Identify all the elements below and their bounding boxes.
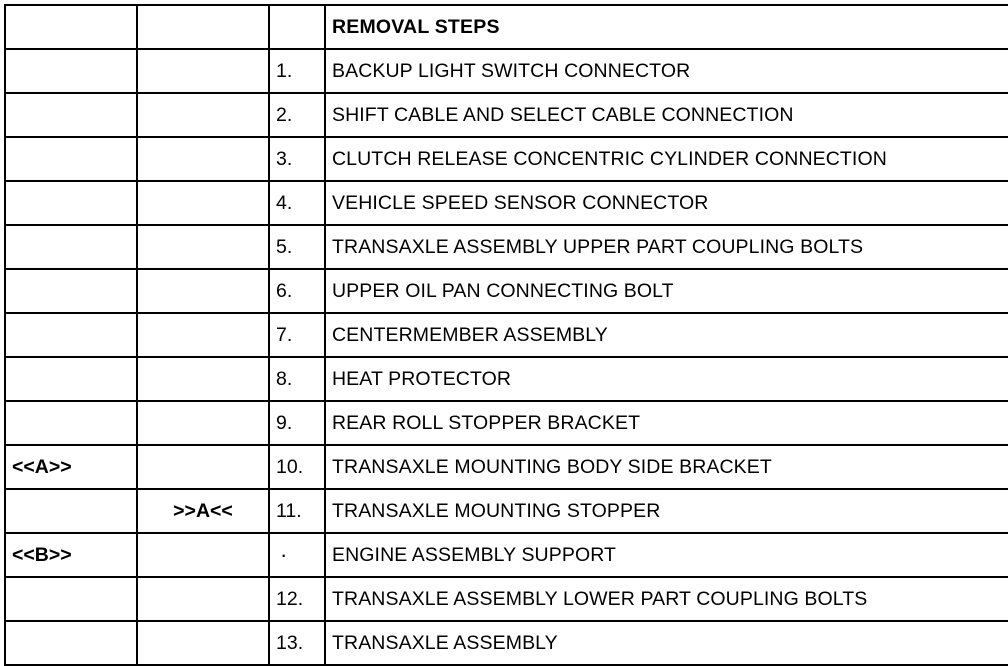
cell-marker-b: >>A<< xyxy=(137,489,269,533)
cell-marker-b xyxy=(137,577,269,621)
cell-step-description: SHIFT CABLE AND SELECT CABLE CONNECTION xyxy=(325,93,1008,137)
cell-step-description: TRANSAXLE MOUNTING BODY SIDE BRACKET xyxy=(325,445,1008,489)
cell-step-number: 12. xyxy=(269,577,325,621)
table-row xyxy=(5,93,1008,137)
cell-step-number: 4. xyxy=(269,181,325,225)
cell-marker-a: <<A>> xyxy=(5,445,137,489)
cell-step-number: 11. xyxy=(269,489,325,533)
cell-marker-b xyxy=(137,621,269,665)
removal-steps-table-body xyxy=(5,5,1008,665)
cell-marker-b xyxy=(137,401,269,445)
cell-step-number: 1. xyxy=(269,49,325,93)
cell-marker-a xyxy=(5,269,137,313)
cell-step-number: 9. xyxy=(269,401,325,445)
header-cell-title: REMOVAL STEPS xyxy=(325,5,1008,49)
cell-marker-b xyxy=(137,93,269,137)
header-cell-marker-a xyxy=(5,5,137,49)
cell-step-description: REAR ROLL STOPPER BRACKET xyxy=(325,401,1008,445)
cell-marker-a xyxy=(5,137,137,181)
cell-marker-a xyxy=(5,577,137,621)
cell-marker-b xyxy=(137,269,269,313)
cell-step-description: CENTERMEMBER ASSEMBLY xyxy=(325,313,1008,357)
cell-marker-b xyxy=(137,445,269,489)
cell-marker-a xyxy=(5,357,137,401)
cell-step-number: 13. xyxy=(269,621,325,665)
cell-marker-a xyxy=(5,93,137,137)
cell-marker-b xyxy=(137,533,269,577)
table-row xyxy=(5,533,1008,577)
cell-marker-b xyxy=(137,181,269,225)
cell-step-number: 2. xyxy=(269,93,325,137)
cell-marker-b xyxy=(137,49,269,93)
table-row xyxy=(5,357,1008,401)
cell-step-description: ENGINE ASSEMBLY SUPPORT xyxy=(325,533,1008,577)
cell-marker-a xyxy=(5,621,137,665)
cell-marker-a xyxy=(5,181,137,225)
cell-step-number: 3. xyxy=(269,137,325,181)
cell-step-description: TRANSAXLE ASSEMBLY LOWER PART COUPLING BOLTS xyxy=(325,577,1008,621)
cell-step-number: 5. xyxy=(269,225,325,269)
cell-step-description: UPPER OIL PAN CONNECTING BOLT xyxy=(325,269,1008,313)
cell-marker-a xyxy=(5,313,137,357)
table-row xyxy=(5,577,1008,621)
cell-step-number: 8. xyxy=(269,357,325,401)
table-row xyxy=(5,445,1008,489)
cell-step-description: TRANSAXLE ASSEMBLY xyxy=(325,621,1008,665)
cell-step-description: CLUTCH RELEASE CONCENTRIC CYLINDER CONNECTION xyxy=(325,137,1008,181)
table-row xyxy=(5,489,1008,533)
removal-steps-table xyxy=(4,4,1008,666)
table-row xyxy=(5,137,1008,181)
cell-marker-a xyxy=(5,225,137,269)
cell-step-description: VEHICLE SPEED SENSOR CONNECTOR xyxy=(325,181,1008,225)
header-cell-number xyxy=(269,5,325,49)
table-row xyxy=(5,181,1008,225)
cell-step-number: 10. xyxy=(269,445,325,489)
cell-step-description: HEAT PROTECTOR xyxy=(325,357,1008,401)
table-row xyxy=(5,313,1008,357)
cell-marker-b xyxy=(137,137,269,181)
cell-marker-a xyxy=(5,489,137,533)
header-cell-marker-b xyxy=(137,5,269,49)
cell-step-number: 6. xyxy=(269,269,325,313)
table-row xyxy=(5,621,1008,665)
table-row xyxy=(5,49,1008,93)
cell-step-description: TRANSAXLE MOUNTING STOPPER xyxy=(325,489,1008,533)
cell-marker-a: <<B>> xyxy=(5,533,137,577)
cell-step-number: · xyxy=(269,533,325,577)
table-row xyxy=(5,225,1008,269)
cell-marker-b xyxy=(137,357,269,401)
cell-step-description: TRANSAXLE ASSEMBLY UPPER PART COUPLING BOLTS xyxy=(325,225,1008,269)
table-row xyxy=(5,401,1008,445)
cell-marker-b xyxy=(137,225,269,269)
cell-step-description: BACKUP LIGHT SWITCH CONNECTOR xyxy=(325,49,1008,93)
cell-step-number: 7. xyxy=(269,313,325,357)
table-header-row xyxy=(5,5,1008,49)
removal-steps-sheet xyxy=(0,4,1008,654)
cell-marker-b xyxy=(137,313,269,357)
cell-marker-a xyxy=(5,49,137,93)
table-row xyxy=(5,269,1008,313)
cell-marker-a xyxy=(5,401,137,445)
